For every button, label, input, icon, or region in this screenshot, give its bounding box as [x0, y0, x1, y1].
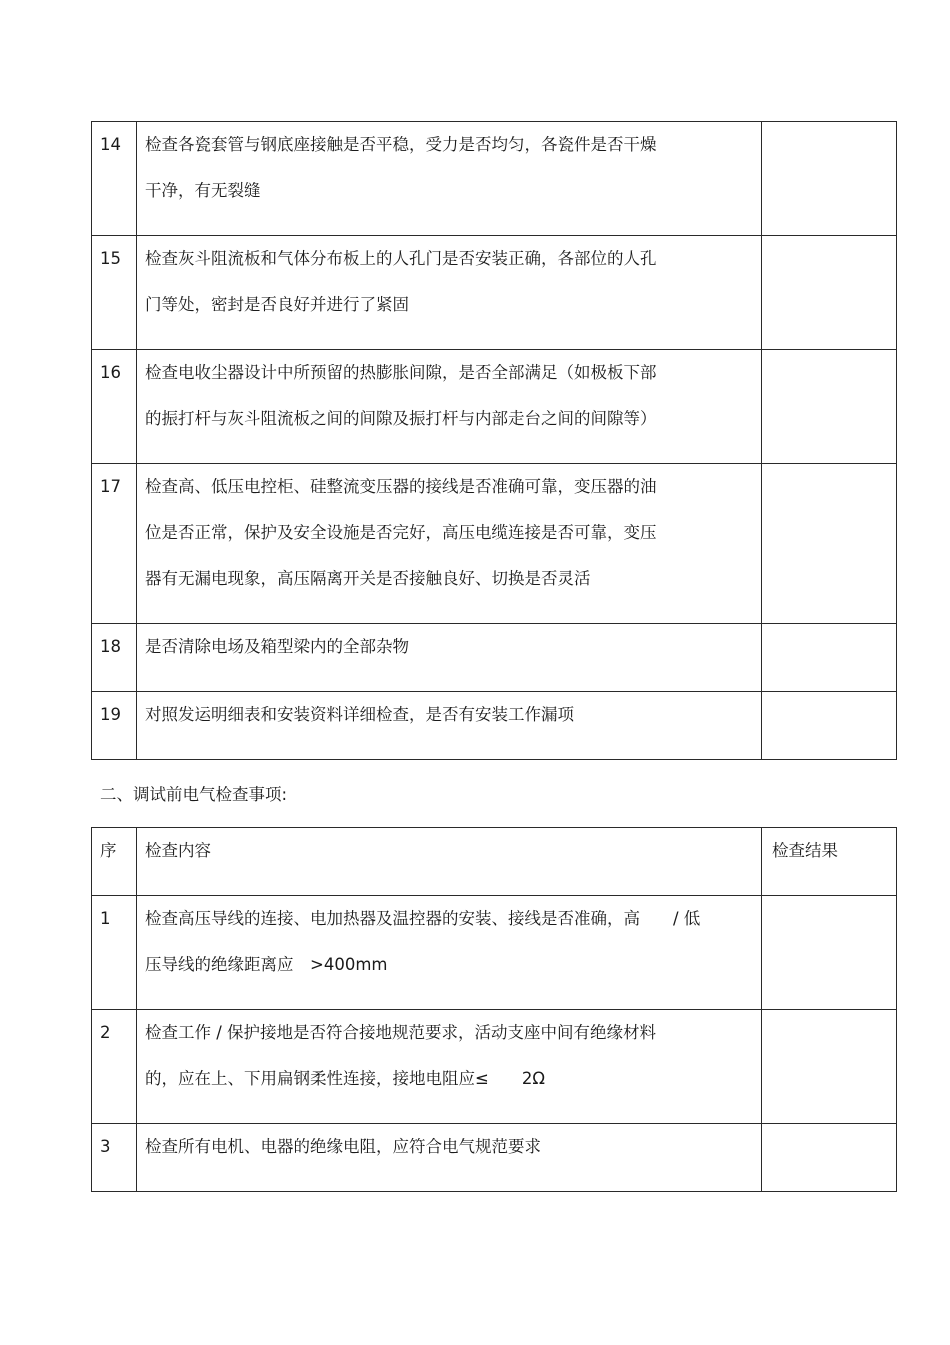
row-content: 检查工作 / 保护接地是否符合接地规范要求，活动支座中间有绝缘材料 的，应在上、下用扁钢柔性连接，接地电阻应≤ 2Ω [137, 1010, 762, 1124]
row-number: 18 [92, 624, 137, 692]
row-content: 检查高、低压电控柜、硅整流变压器的接线是否准确可靠，变压器的油 位是否正常，保护及安全设施是否完好，高压电缆连接是否可靠，变压 器有无漏电现象，高压隔离开关是否接触良好、切换是否灵活 [137, 464, 762, 624]
table-row [92, 122, 897, 236]
table-row [92, 236, 897, 350]
row-content: 检查所有电机、电器的绝缘电阻，应符合电气规范要求 [137, 1124, 762, 1192]
row-result [762, 1010, 897, 1124]
row-content: 检查灰斗阻流板和气体分布板上的人孔门是否安装正确，各部位的人孔 门等处，密封是否良好并进行了紧固 [137, 236, 762, 350]
row-number: 14 [92, 122, 137, 236]
table-row [92, 350, 897, 464]
table-header-row [92, 828, 897, 896]
row-number: 16 [92, 350, 137, 464]
table-row [92, 692, 897, 760]
table-row [92, 464, 897, 624]
mechanical-check-table [91, 121, 897, 760]
table-row [92, 1010, 897, 1124]
header-number: 序 [92, 828, 137, 896]
row-result [762, 122, 897, 236]
section-heading: 二、调试前电气检查事项: [100, 785, 288, 804]
table-row [92, 1124, 897, 1192]
row-number: 1 [92, 896, 137, 1010]
header-content: 检查内容 [137, 828, 762, 896]
row-content: 检查各瓷套管与钢底座接触是否平稳，受力是否均匀，各瓷件是否干燥 干净，有无裂缝 [137, 122, 762, 236]
row-result [762, 236, 897, 350]
row-content: 是否清除电场及箱型梁内的全部杂物 [137, 624, 762, 692]
row-number: 15 [92, 236, 137, 350]
table-row [92, 624, 897, 692]
row-content: 对照发运明细表和安装资料详细检查，是否有安装工作漏项 [137, 692, 762, 760]
row-result [762, 896, 897, 1010]
row-result [762, 692, 897, 760]
row-content: 检查高压导线的连接、电加热器及温控器的安装、接线是否准确，高 / 低 压导线的绝缘距离应 >400mm [137, 896, 762, 1010]
row-number: 2 [92, 1010, 137, 1124]
header-result: 检查结果 [762, 828, 897, 896]
electrical-check-table [91, 827, 897, 1192]
row-number: 19 [92, 692, 137, 760]
row-number: 17 [92, 464, 137, 624]
row-result [762, 464, 897, 624]
row-content: 检查电收尘器设计中所预留的热膨胀间隙，是否全部满足（如极板下部 的振打杆与灰斗阻流板之间的间隙及振打杆与内部走台之间的间隙等） [137, 350, 762, 464]
table-row [92, 896, 897, 1010]
row-number: 3 [92, 1124, 137, 1192]
row-result [762, 1124, 897, 1192]
row-result [762, 350, 897, 464]
row-result [762, 624, 897, 692]
